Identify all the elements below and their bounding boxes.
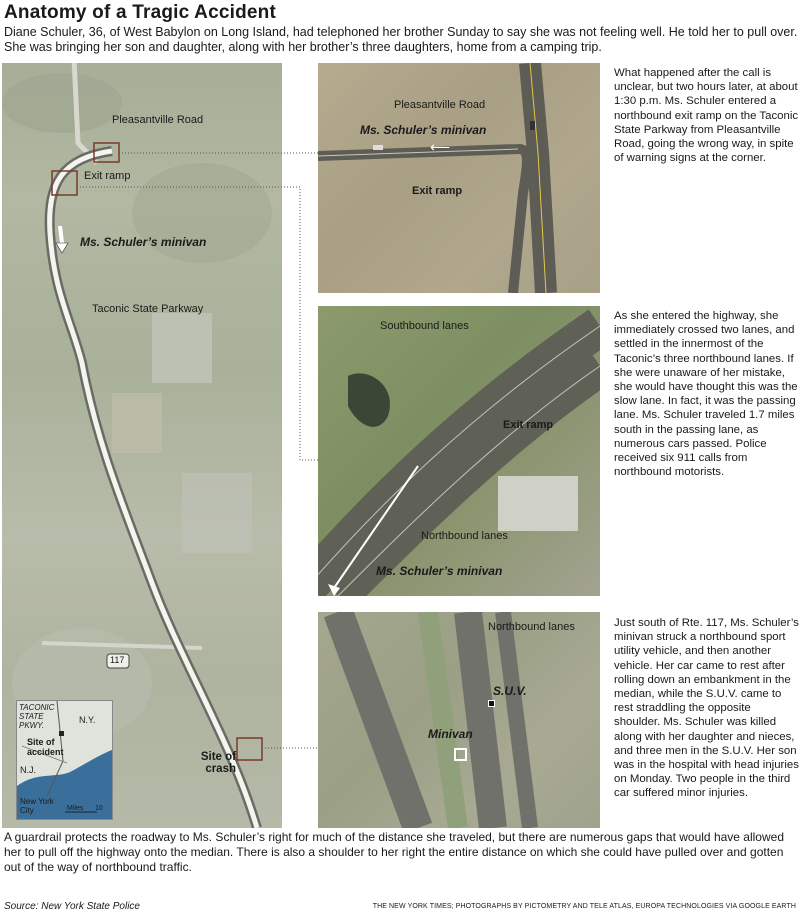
panel1-minivan-label: Ms. Schuler’s minivan — [360, 123, 487, 137]
panel3-caption: Just south of Rte. 117, Ms. Schuler’s minivan struck a northbound sport utility vehicle, and then another vehicle. Her car came to rest after rolling down an embankment in the median, while the S.U.V. came to rest straddling the opposite shoulder. Ms. Schuler was killed along with her daughter and nieces, and three men in the S.U.V. Her son was in the hospital with head injuries on Monday. Two people in the third car suffered minor injuries. — [614, 617, 799, 800]
parkway-label: Taconic State Parkway — [92, 303, 204, 315]
panel3-aerial — [318, 612, 600, 828]
panel1-roads — [318, 63, 600, 293]
inset-scale-label: Miles — [67, 805, 84, 812]
panel2-roads — [318, 306, 600, 596]
panel2-northbound-label: Northbound lanes — [421, 530, 508, 542]
suv-marker-icon — [488, 700, 495, 707]
source-note: Source: New York State Police — [4, 901, 140, 912]
inset-site-label: Site of accident — [27, 737, 64, 757]
site-of-crash-label: Site of crash — [200, 751, 236, 775]
panel1-aerial — [318, 63, 600, 293]
panel2-exit-label: Exit ramp — [503, 419, 554, 431]
photo-credit: THE NEW YORK TIMES; PHOTOGRAPHS BY PICTOMETRY AND TELE ATLAS, EUROPA TECHNOLOGIES VIA GOOGLE EARTH — [372, 903, 796, 910]
panel1-caption: What happened after the call is unclear, but two hours later, at about 1:30 p.m. Ms. Schuler entered a northbound exit ramp on the Taconic State Parkway from Pleasantville Road, going the wrong way, in spite of warning signs at the corner. — [614, 67, 799, 165]
panel2-aerial — [318, 306, 600, 596]
page-title: Anatomy of a Tragic Accident — [4, 2, 277, 23]
panel3-roads — [318, 612, 600, 828]
exit-ramp-label: Exit ramp — [84, 170, 131, 182]
inset-nj-label: N.J. — [20, 765, 37, 775]
minivan-marker-icon — [454, 748, 467, 761]
inset-ny-label: N.Y. — [79, 715, 96, 725]
inset-nyc-label: New York City — [20, 797, 54, 815]
footer-text: A guardrail protects the roadway to Ms. Schuler’s right for much of the distance she traveled, but there are numerous gaps that would have allowed her to pull off the highway onto the median. There is also a shoulder to her right the entire distance on which she could have pulled over and gotten out of the way of northbound traffic. — [4, 830, 784, 874]
panel3-suv-label: S.U.V. — [493, 684, 527, 698]
panel2-minivan-label: Ms. Schuler’s minivan — [376, 564, 503, 578]
inset-scale-value: 10 — [95, 805, 103, 812]
panel3-northbound-label: Northbound lanes — [488, 621, 575, 633]
panel2-southbound-label: Southbound lanes — [380, 320, 469, 332]
intro-text: Diane Schuler, 36, of West Babylon on Long Island, had telephoned her brother Sunday to say she was not feeling well. He told her to pull over. She was bringing her son and daughter, along with her brother’s three daughters, home from a camping trip. — [4, 25, 798, 54]
route-117-label: 117 — [110, 655, 125, 665]
inset-taconic-label: TACONIC STATE PKWY. — [19, 703, 55, 730]
minivan-label: Ms. Schuler’s minivan — [80, 235, 207, 249]
panel1-arrow-icon: ⟵ — [430, 139, 451, 155]
panel1-exit-label: Exit ramp — [412, 185, 463, 197]
pleasantville-road-label: Pleasantville Road — [112, 114, 204, 126]
panel2-caption: As she entered the highway, she immediately crossed two lanes, and settled in the innermost of the Taconic’s three northbound lanes. If she were unaware of her mistake, she would have thought this was the slow lane. In fact, it was the passing lane. Ms. Schuler traveled 1.7 miles south in the passing lane, as numerous cars passed. Police received six 911 calls from northbound motorists. — [614, 310, 798, 479]
locator-inset-map — [16, 700, 113, 820]
panel1-road-label: Pleasantville Road — [394, 99, 486, 111]
panel3-minivan-label: Minivan — [428, 727, 473, 741]
